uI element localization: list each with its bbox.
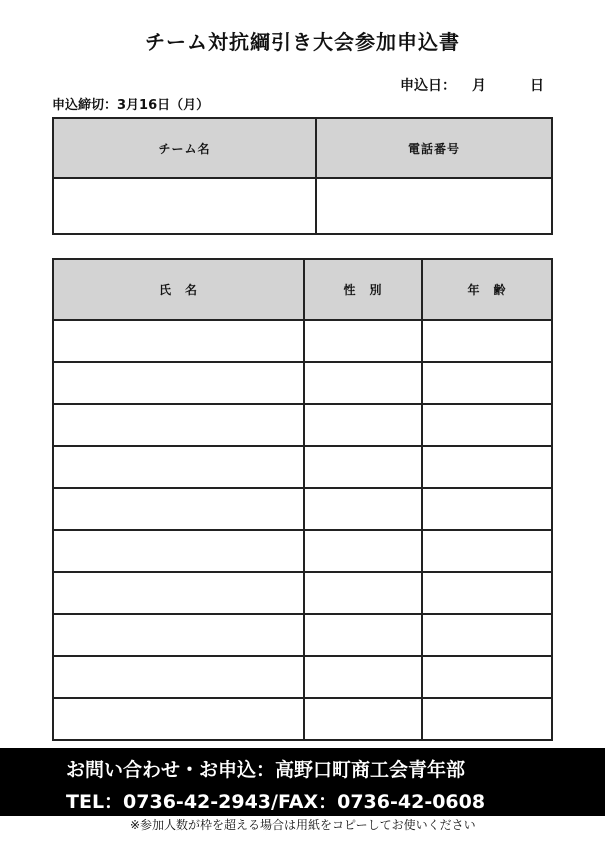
gender-cell[interactable] bbox=[304, 572, 422, 614]
gender-cell[interactable] bbox=[304, 362, 422, 404]
day-label: 日 bbox=[530, 78, 544, 94]
table-row bbox=[53, 446, 552, 488]
name-cell[interactable] bbox=[53, 320, 304, 362]
gender-cell[interactable] bbox=[304, 320, 422, 362]
name-header: 氏 名 bbox=[53, 259, 304, 320]
age-cell[interactable] bbox=[422, 572, 552, 614]
team-table bbox=[52, 117, 553, 235]
name-cell[interactable] bbox=[53, 362, 304, 404]
date-label: 申込日： bbox=[400, 78, 456, 94]
phone-number-header: 電話番号 bbox=[316, 118, 552, 178]
month-label: 月 bbox=[472, 78, 486, 94]
age-header: 年 齢 bbox=[422, 259, 552, 320]
age-cell[interactable] bbox=[422, 446, 552, 488]
team-name-header: チーム名 bbox=[53, 118, 316, 178]
copy-note: ※参加人数が枠を超える場合は用紙をコピーしてお使いください bbox=[130, 818, 476, 832]
table-row bbox=[53, 572, 552, 614]
member-rows bbox=[53, 320, 552, 740]
age-cell[interactable] bbox=[422, 404, 552, 446]
age-cell[interactable] bbox=[422, 488, 552, 530]
gender-cell[interactable] bbox=[304, 698, 422, 740]
gender-cell[interactable] bbox=[304, 614, 422, 656]
team-table-row bbox=[53, 178, 552, 234]
name-cell[interactable] bbox=[53, 446, 304, 488]
table-row bbox=[53, 320, 552, 362]
application-date bbox=[400, 75, 544, 95]
member-table bbox=[52, 258, 553, 741]
name-cell[interactable] bbox=[53, 614, 304, 656]
team-table-header bbox=[53, 118, 552, 178]
name-cell[interactable] bbox=[53, 404, 304, 446]
member-table-header bbox=[53, 259, 552, 320]
gender-header: 性 別 bbox=[304, 259, 422, 320]
table-row bbox=[53, 488, 552, 530]
team-name-field[interactable] bbox=[53, 178, 316, 234]
name-cell[interactable] bbox=[53, 656, 304, 698]
name-cell[interactable] bbox=[53, 530, 304, 572]
table-row bbox=[53, 614, 552, 656]
name-cell[interactable] bbox=[53, 572, 304, 614]
gender-cell[interactable] bbox=[304, 530, 422, 572]
gender-cell[interactable] bbox=[304, 656, 422, 698]
age-cell[interactable] bbox=[422, 656, 552, 698]
gender-cell[interactable] bbox=[304, 488, 422, 530]
form-title: チーム対抗綱引き大会参加申込書 bbox=[145, 30, 460, 54]
contact-text: お問い合わせ・お申込：高野口町商工会青年部 bbox=[66, 759, 466, 781]
phone-fax-text: TEL：0736-42-2943/FAX：0736-42-0608 bbox=[66, 791, 486, 813]
table-row bbox=[53, 362, 552, 404]
table-row bbox=[53, 404, 552, 446]
age-cell[interactable] bbox=[422, 320, 552, 362]
gender-cell[interactable] bbox=[304, 446, 422, 488]
gender-cell[interactable] bbox=[304, 404, 422, 446]
contact-footer bbox=[0, 748, 605, 816]
name-cell[interactable] bbox=[53, 698, 304, 740]
table-row bbox=[53, 656, 552, 698]
name-cell[interactable] bbox=[53, 488, 304, 530]
deadline-text: 申込締切：3月16日（月） bbox=[52, 98, 210, 113]
table-row bbox=[53, 698, 552, 740]
age-cell[interactable] bbox=[422, 614, 552, 656]
age-cell[interactable] bbox=[422, 362, 552, 404]
age-cell[interactable] bbox=[422, 698, 552, 740]
phone-number-field[interactable] bbox=[316, 178, 552, 234]
table-row bbox=[53, 530, 552, 572]
age-cell[interactable] bbox=[422, 530, 552, 572]
